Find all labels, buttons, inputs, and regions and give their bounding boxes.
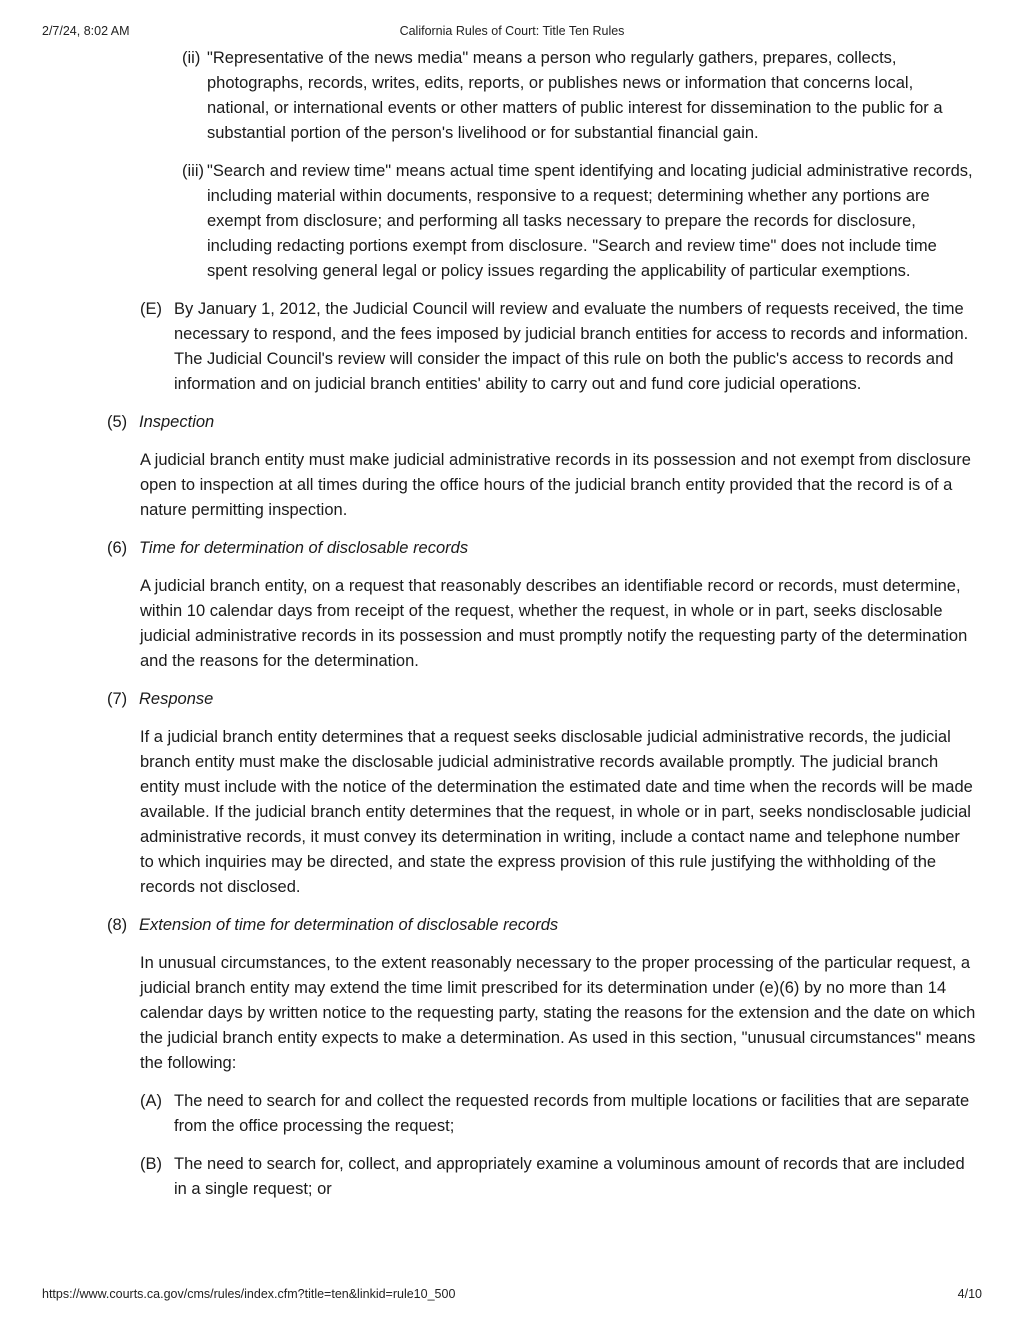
print-datetime: 2/7/24, 8:02 AM — [42, 24, 130, 38]
item-label: (A) — [140, 1092, 162, 1110]
section-6-heading — [0, 536, 1024, 561]
item-text: By January 1, 2012, the Judicial Council will review and evaluate the numbers of requests received, the time necessary to respond, and the fees imposed by judicial branch entities for access to records and information. The Judicial Council's review will consider the impact of this rule on both the public's access to records and information and on judicial branch entities' ability to carry out and fund core judicial operations. — [174, 300, 969, 393]
section-title: Response — [139, 690, 214, 708]
item-label: (E) — [140, 300, 162, 318]
section-number: (8) — [107, 916, 128, 934]
section-number: (6) — [107, 539, 128, 557]
page-number: 4/10 — [957, 1287, 982, 1301]
definition-iii — [0, 159, 1024, 284]
subitem-b — [0, 1152, 1024, 1202]
section-title: Extension of time for determination of disclosable records — [139, 916, 559, 934]
section-8-text: In unusual circumstances, to the extent reasonably necessary to the proper processing of the particular request, a judicial branch entity may extend the time limit prescribed for its determination under (e)(6) by no more than 14 calendar days by written notice to the requesting party, stating the reasons for the extension and the date on which the judicial branch entity expects to make a determination. As used in this section, "unusual circumstances" means the following: — [140, 954, 976, 1072]
item-text: The need to search for, collect, and appropriately examine a voluminous amount of records that are included in a single request; or — [174, 1155, 965, 1198]
section-6-text: A judicial branch entity, on a request that reasonably describes an identifiable record or records, must determine, within 10 calendar days from receipt of the request, whether the request, in whole or in part, seeks disclosable judicial administrative records in its possession and must promptly notify the requesting party of the determination and the reasons for the determination. — [140, 577, 968, 670]
section-title: Time for determination of disclosable records — [139, 539, 469, 557]
section-number: (7) — [107, 690, 128, 708]
item-text: "Representative of the news media" means a person who regularly gathers, prepares, collects, photographs, records, writes, edits, reports, or publishes news or information that concerns local, national, or international events or other matters of public interest for dissemination to the public for a substantial portion of the person's livelihood or for substantial financial gain. — [207, 49, 943, 142]
section-5-heading — [0, 410, 1024, 435]
item-label: (ii) — [182, 49, 201, 67]
item-label: (iii) — [182, 162, 204, 180]
item-label: (B) — [140, 1155, 162, 1173]
subitem-a — [0, 1089, 1024, 1139]
section-7-text: If a judicial branch entity determines that a request seeks disclosable judicial administrative records, the judicial branch entity must make the disclosable judicial administrative records available promptly. The judicial branch entity must include with the notice of the determination the estimated date and time when the records will be made available. If the judicial branch entity determines that the request, in whole or in part, seeks nondisclosable judicial administrative records, it must convey its determination in writing, include a contact name and telephone number to which inquiries may be directed, and state the express provision of this rule justifying the withholding of the records not disclosed. — [140, 728, 973, 896]
item-text: "Search and review time" means actual time spent identifying and locating judicial administrative records, including material within documents, responsive to a request; determining whether any portions are exempt from disclosure; and performing all tasks necessary to prepare the records for disclosure, including redacting portions exempt from disclosure. "Search and review time" does not include time spent resolving general legal or policy issues regarding the applicability of particular exemptions. — [207, 162, 973, 280]
page-url: https://www.courts.ca.gov/cms/rules/index.cfm?title=ten&linkid=rule10_500 — [42, 1287, 456, 1301]
document-body — [0, 46, 1024, 1215]
section-8-heading — [0, 913, 1024, 938]
section-title: Inspection — [139, 413, 215, 431]
definition-ii — [0, 46, 1024, 146]
section-7-heading — [0, 687, 1024, 712]
document-title: California Rules of Court: Title Ten Rules — [399, 24, 625, 38]
section-5-text: A judicial branch entity must make judicial administrative records in its possession and not exempt from disclosure open to inspection at all times during the office hours of the judicial branch entity provided that the record is of a nature permitting inspection. — [140, 451, 971, 519]
subitem-e — [0, 297, 1024, 397]
section-number: (5) — [107, 413, 128, 431]
item-text: The need to search for and collect the requested records from multiple locations or facilities that are separate from the office processing the request; — [174, 1092, 970, 1135]
